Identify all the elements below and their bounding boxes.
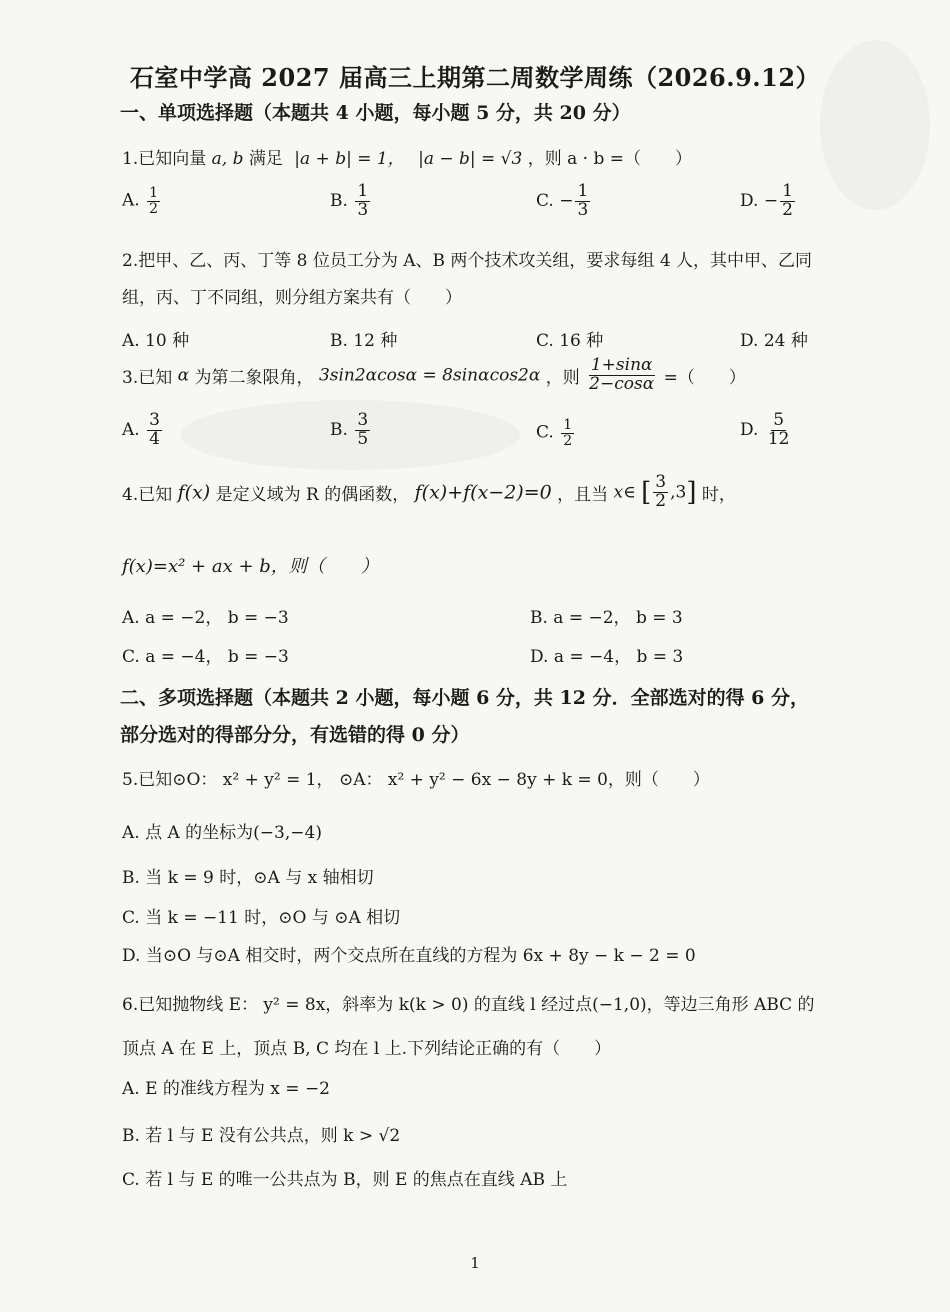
q1-satisfy: 满足: [248, 149, 283, 169]
q3-option-a: [122, 412, 164, 449]
question-1-stem: [122, 144, 692, 169]
q6-option-c: C. 若 l 与 E 的唯一公共点为 B，则 E 的焦点在直线 AB 上: [122, 1170, 568, 1190]
q4-then: 时，: [701, 484, 736, 505]
q1-ask: ，则 a · b =（ ）: [527, 149, 693, 169]
option-letter: B.: [330, 190, 348, 211]
numerator: 1: [149, 185, 159, 201]
section-2-heading-line-2: 部分选对的得部分分，有选错的得 0 分）: [120, 724, 470, 746]
minus-sign: −: [763, 190, 779, 211]
q3-option-d: [740, 412, 793, 449]
q4-option-c: C. a = −4， b = −3: [122, 647, 289, 667]
page-number: 1: [470, 1254, 480, 1272]
denominator: 2: [782, 199, 793, 220]
q6-option-b: B. 若 l 与 E 没有公共点，则 k > √2: [122, 1126, 401, 1146]
question-6-line-2: 顶点 A 在 E 上，顶点 B, C 均在 l 上.下列结论正确的有（ ）: [122, 1039, 612, 1059]
option-letter: C.: [536, 190, 554, 211]
denominator: 2−cosα: [589, 373, 655, 394]
q2-option-a: A. 10 种: [122, 331, 190, 351]
q4-equation: f(x)+f(x−2)=0: [414, 481, 552, 504]
q5-option-d: D. 当⊙O 与⊙A 相交时，两个交点所在直线的方程为 6x + 8y − k − 2 = 0: [122, 946, 696, 966]
q6-option-a: A. E 的准线方程为 x = −2: [122, 1079, 331, 1099]
numerator: 1: [563, 417, 573, 433]
option-letter: A.: [122, 419, 140, 440]
numerator: 3: [149, 410, 160, 430]
fraction: [653, 474, 668, 511]
q4-intro: 4.已知: [122, 484, 173, 505]
q3-option-b: [330, 412, 372, 449]
question-2-line-2: 组，丙、丁不同组，则分组方案共有（ ）: [122, 288, 462, 308]
minus-sign: −: [559, 190, 574, 211]
numerator: 1+sinα: [590, 355, 653, 375]
fraction: [780, 183, 795, 220]
question-5-stem: 5.已知⊙O： x² + y² = 1， ⊙A： x² + y² − 6x − 8y + k = 0，则（ ）: [122, 770, 710, 790]
numerator: 3: [357, 410, 369, 430]
q4-when: ，且当: [557, 484, 609, 505]
numerator: 1: [357, 181, 369, 201]
q1-cond2: |a − b| = √3: [418, 149, 523, 169]
denominator: 3: [357, 199, 369, 220]
q1-vars: a, b: [211, 149, 244, 169]
numerator: 5: [773, 410, 785, 430]
q1-intro: 1.已知向量: [122, 149, 207, 169]
interval-rest: ,3: [670, 482, 687, 503]
q3-equation: 3sin2αcosα = 8sinαcos2α: [318, 365, 541, 386]
denominator: 12: [767, 428, 790, 449]
page-title: 石室中学高 2027 届高三上期第二周数学周练（2026.9.12）: [129, 63, 821, 92]
fraction: [561, 418, 574, 448]
question-4-line-1: [122, 474, 736, 511]
option-letter: A.: [122, 190, 140, 211]
section-1-heading: 一、单项选择题（本题共 4 小题，每小题 5 分，共 20 分）: [120, 102, 631, 124]
right-bracket: ]: [686, 477, 697, 508]
q3-fraction: [587, 357, 656, 394]
q3-intro: 3.已知: [122, 367, 173, 388]
q3-quadrant: 为第二象限角，: [194, 367, 314, 388]
q2-option-b: B. 12 种: [330, 331, 398, 351]
q4-x-in: x∈: [613, 482, 636, 503]
q3-option-c: [536, 418, 576, 448]
q2-option-d: D. 24 种: [740, 331, 808, 351]
q5-option-a: A. 点 A 的坐标为(−3,−4): [122, 823, 322, 843]
option-letter: B.: [330, 419, 348, 440]
q4-fx: f(x): [177, 481, 211, 504]
q3-then: ，则: [545, 367, 580, 388]
fraction: [147, 412, 162, 449]
option-letter: D.: [740, 419, 759, 440]
q5-option-c: C. 当 k = −11 时，⊙O 与 ⊙A 相切: [122, 908, 401, 928]
q1-cond1: |a + b| = 1，: [294, 149, 405, 169]
q4-option-a: A. a = −2， b = −3: [122, 608, 289, 628]
numerator: 1: [782, 181, 793, 201]
question-2-line-1: 2.把甲、乙、丙、丁等 8 位员工分为 A、B 两个技术攻关组，要求每组 4 人，其中甲、乙同: [122, 251, 813, 271]
section-2-heading-line-1: 二、多项选择题（本题共 2 小题，每小题 6 分，共 12 分．全部选对的得 6 分，: [120, 687, 810, 709]
fraction: [766, 412, 792, 449]
question-3-stem: [122, 357, 746, 394]
q1-option-b: [330, 183, 372, 220]
fraction: [355, 183, 370, 220]
question-6-line-1: 6.已知抛物线 E： y² = 8x，斜率为 k(k > 0) 的直线 l 经过点(−1,0)，等边三角形 ABC 的: [122, 995, 815, 1015]
left-bracket: [: [641, 477, 652, 508]
q3-ask: =（ ）: [663, 367, 746, 388]
denominator: 4: [149, 428, 160, 449]
q4-even: 是定义域为 R 的偶函数，: [215, 484, 410, 505]
q1-option-d: [740, 183, 797, 220]
option-letter: C.: [536, 422, 554, 443]
q4-option-b: B. a = −2， b = 3: [530, 608, 683, 628]
denominator: 5: [357, 428, 369, 449]
q3-alpha: α: [177, 365, 190, 386]
fraction: [575, 183, 590, 220]
denominator: 2: [655, 490, 667, 511]
denominator: 2: [149, 200, 159, 217]
q1-option-a: [122, 186, 162, 216]
q2-option-c: C. 16 种: [536, 331, 604, 351]
denominator: 3: [577, 199, 589, 220]
numerator: 3: [655, 472, 667, 492]
option-letter: D.: [740, 190, 759, 211]
question-4-line-2: f(x)=x² + ax + b，则（ ）: [122, 556, 379, 577]
denominator: 2: [563, 432, 573, 449]
q1-option-c: [536, 183, 592, 220]
fraction: [355, 412, 370, 449]
q5-option-b: B. 当 k = 9 时，⊙A 与 x 轴相切: [122, 868, 374, 888]
numerator: 1: [577, 181, 589, 201]
fraction: [147, 186, 160, 216]
q4-option-d: D. a = −4， b = 3: [530, 647, 684, 667]
